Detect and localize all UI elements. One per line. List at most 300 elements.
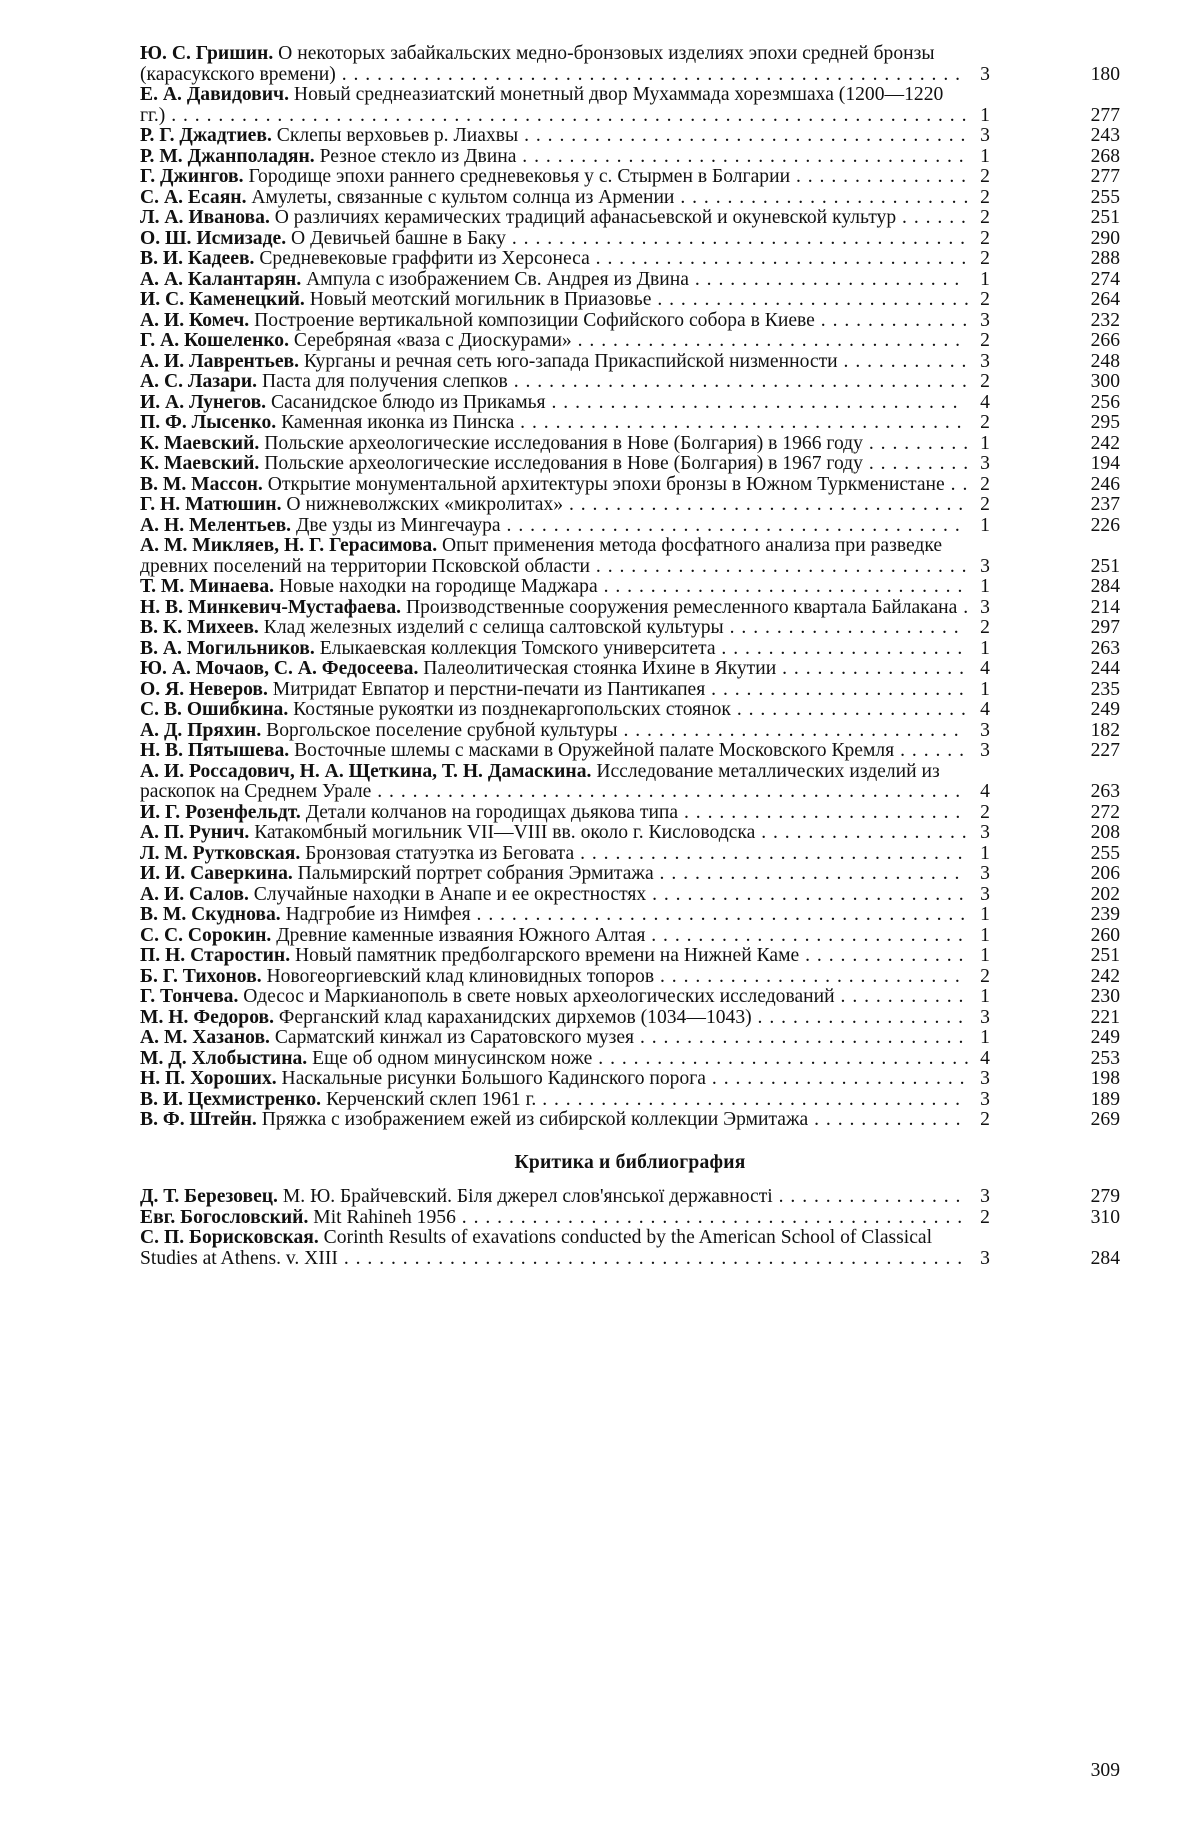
entry-author: К. Маевский. — [140, 454, 260, 474]
toc-entry — [140, 987, 1120, 1008]
entry-text — [140, 270, 970, 291]
entry-page: 251 — [1090, 945, 1120, 966]
entry-text — [140, 167, 970, 188]
entry-line — [140, 311, 970, 332]
entry-title: Новый среднеазиатский монетный двор Мухаммада хорезмшаха (1200—1220 гг.) — [140, 85, 944, 126]
entry-title: Исследование металлических изделий из раскопок на Среднем Урале — [140, 761, 940, 802]
toc-entry — [140, 126, 1120, 147]
entry-author: Г. Н. Матюшин. — [140, 495, 282, 515]
entry-title: Курганы и речная сеть юго-запада Прикаспийской низменности — [303, 351, 838, 372]
issue-number: 2 — [980, 371, 990, 392]
entry-title: Паста для получения слепков — [261, 372, 508, 392]
entry-page: 251 — [1090, 555, 1120, 577]
entry-page: 253 — [1090, 1047, 1120, 1069]
entry-page: 255 — [1090, 186, 1120, 208]
entry-text — [140, 1049, 970, 1070]
entry-page: 284 — [1090, 576, 1120, 597]
issue-number: 2 — [980, 289, 990, 310]
entry-title: Склепы верховьев р. Лиахвы — [276, 126, 519, 146]
issue-number: 3 — [980, 719, 990, 741]
entry-title: Бронзовая статуэтка из Беговата — [305, 843, 575, 864]
entry-text — [140, 536, 970, 577]
toc-entry — [140, 44, 1120, 85]
toc-entry — [140, 290, 1120, 311]
entry-author: Р. М. Джанполадян. — [140, 146, 315, 167]
entry-line — [140, 741, 970, 762]
toc-entry — [140, 946, 1120, 967]
toc-entry — [140, 864, 1120, 885]
entry-page: 279 — [1090, 1186, 1120, 1207]
toc-entry — [140, 639, 1120, 660]
entry-author: В. И. Кадеев. — [140, 249, 255, 269]
entry-line — [140, 762, 970, 803]
entry-title: Новый памятник предболгарского времени на Нижней Каме — [295, 946, 800, 966]
entry-title: Польские археологические исследования в Нове (Болгария) в 1966 году — [264, 433, 863, 454]
entry-page: 260 — [1090, 924, 1120, 946]
entry-text — [140, 700, 970, 721]
issue-number: 4 — [980, 1047, 990, 1069]
entry-title: Производственные сооружения ремесленного квартала Байлакана — [405, 597, 958, 618]
toc-entry — [140, 700, 1120, 721]
entry-title: Надгробие из Нимфея — [285, 905, 471, 925]
entry-text — [140, 393, 970, 414]
toc-entry — [140, 618, 1120, 639]
issue-number: 3 — [980, 350, 990, 372]
entry-page: 290 — [1090, 227, 1120, 249]
entry-page: 251 — [1090, 207, 1120, 228]
entry-title: Ферганский клад караханидских дирхемов (1034—1043) — [278, 1007, 752, 1028]
entry-title: Сарматский кинжал из Саратовского музея — [274, 1028, 635, 1048]
entry-line — [140, 44, 970, 85]
table-of-contents — [140, 44, 1120, 1269]
entry-text — [140, 823, 970, 844]
toc-entry — [140, 1090, 1120, 1111]
entry-line — [140, 659, 970, 680]
entry-line — [140, 700, 970, 721]
toc-entry — [140, 1069, 1120, 1090]
entry-text — [140, 905, 970, 926]
entry-author: И. Г. Розенфельдт. — [140, 802, 301, 823]
entry-author: С. В. Ошибкина. — [140, 700, 289, 720]
issue-number: 2 — [980, 186, 990, 208]
entry-author: А. И. Салов. — [140, 884, 249, 905]
issue-number: 2 — [980, 166, 990, 187]
toc-entry — [140, 311, 1120, 332]
toc-entry — [140, 475, 1120, 496]
toc-entry — [140, 823, 1120, 844]
toc-entry — [140, 331, 1120, 352]
entry-page: 239 — [1090, 904, 1120, 925]
entry-text — [140, 208, 970, 229]
entry-page: 272 — [1090, 801, 1120, 823]
entry-page: 208 — [1090, 822, 1120, 843]
entry-page: 269 — [1090, 1109, 1120, 1130]
entry-page: 232 — [1090, 309, 1120, 331]
toc-entry — [140, 885, 1120, 906]
entry-line — [140, 803, 970, 824]
issue-number: 3 — [980, 1006, 990, 1028]
entry-text — [140, 85, 970, 126]
entry-title: Клад железных изделий с селища салтовской культуры — [263, 618, 724, 638]
entry-page: 277 — [1090, 166, 1120, 187]
entry-title: Опыт применения метода фосфатного анализа при разведке древних поселений на территории Псковской области — [140, 536, 943, 577]
toc-entry — [140, 741, 1120, 762]
issue-number: 2 — [980, 801, 990, 823]
entry-author: В. Ф. Штейн. — [140, 1110, 257, 1130]
issue-number: 1 — [980, 514, 990, 536]
entry-author: Ю. А. Мочаов, С. А. Федосеева. — [140, 659, 419, 679]
entry-page: 255 — [1090, 842, 1120, 864]
entry-page: 297 — [1090, 617, 1120, 638]
issue-number: 3 — [980, 740, 990, 761]
issue-number: 1 — [980, 678, 990, 700]
issue-number: 2 — [980, 473, 990, 495]
entry-author: А. А. Калантарян. — [140, 269, 302, 290]
entry-line — [140, 270, 970, 291]
issue-number: 3 — [980, 1186, 990, 1207]
entry-author: Р. Г. Джадтиев. — [140, 126, 272, 146]
entry-author: В. И. Цехмистренко. — [140, 1089, 322, 1110]
entry-title: Сасанидское блюдо из Прикамья — [270, 392, 546, 413]
issue-number: 1 — [980, 637, 990, 659]
toc-entry — [140, 270, 1120, 291]
issue-number: 2 — [980, 1109, 990, 1130]
entry-author: Г. А. Кошеленко. — [140, 331, 289, 351]
entry-author: С. А. Есаян. — [140, 187, 247, 208]
issue-number: 2 — [980, 412, 990, 433]
entry-line — [140, 946, 970, 967]
issue-number: 1 — [980, 842, 990, 864]
entry-line — [140, 823, 970, 844]
entry-author: В. К. Михеев. — [140, 618, 259, 638]
entry-line — [140, 147, 970, 168]
entry-author: А. Н. Мелентьев. — [140, 515, 292, 536]
issue-number: 1 — [980, 432, 990, 454]
entry-line — [140, 926, 970, 947]
toc-entry — [140, 1110, 1120, 1131]
entry-title: Амулеты, связанные с культом солнца из Армении — [251, 187, 675, 208]
entry-text — [140, 516, 970, 537]
entry-title: Одесос и Маркианополь в свете новых археологических исследований — [243, 987, 835, 1007]
entry-text — [140, 577, 970, 598]
entry-text — [140, 1208, 970, 1229]
entry-author: С. С. Сорокин. — [140, 925, 272, 946]
entry-text — [140, 741, 970, 762]
toc-entry — [140, 454, 1120, 475]
entry-author: И. С. Каменецкий. — [140, 290, 305, 310]
entry-line — [140, 1090, 970, 1111]
toc-entry — [140, 393, 1120, 414]
entry-page: 227 — [1090, 740, 1120, 761]
entry-page: 198 — [1090, 1068, 1120, 1089]
entry-line — [140, 516, 970, 537]
entry-title: Открытие монументальной архитектуры эпохи бронзы в Южном Туркменистане — [267, 474, 945, 495]
page-number: 309 — [1090, 1760, 1120, 1781]
toc-entry — [140, 905, 1120, 926]
entry-author: А. М. Микляев, Н. Г. Герасимова. — [140, 536, 438, 556]
entry-author: И. И. Саверкина. — [140, 864, 293, 884]
entry-line — [140, 1049, 970, 1070]
toc-entry — [140, 249, 1120, 270]
entry-line — [140, 885, 970, 906]
toc-entry — [140, 495, 1120, 516]
entry-page: 263 — [1090, 781, 1120, 802]
entry-text — [140, 1090, 970, 1111]
entry-text — [140, 188, 970, 209]
entry-line — [140, 372, 970, 393]
entry-title: Случайные находки в Анапе и ее окрестностях — [253, 884, 647, 905]
entry-author: А. М. Хазанов. — [140, 1028, 270, 1048]
entry-text — [140, 147, 970, 168]
entry-author: Е. А. Давидович. — [140, 85, 290, 105]
issue-number: 2 — [980, 207, 990, 228]
issue-number: 3 — [980, 596, 990, 618]
entry-author: А. П. Рунич. — [140, 823, 250, 843]
entry-line — [140, 1028, 970, 1049]
entry-title: Две узды из Мингечаура — [295, 515, 501, 536]
toc-entry — [140, 762, 1120, 803]
entry-line — [140, 721, 970, 742]
issue-number: 1 — [980, 104, 990, 126]
entry-line — [140, 188, 970, 209]
toc-entry — [140, 1008, 1120, 1029]
entry-author: Д. Т. Березовец. — [140, 1187, 278, 1207]
entry-author: М. Д. Хлобыстина. — [140, 1048, 308, 1069]
entry-line — [140, 126, 970, 147]
entry-text — [140, 290, 970, 311]
entry-page: 194 — [1090, 453, 1120, 474]
entry-author: Т. М. Минаева. — [140, 577, 275, 597]
entry-text — [140, 1028, 970, 1049]
entry-page: 206 — [1090, 863, 1120, 884]
issue-number: 2 — [980, 1206, 990, 1228]
entry-line — [140, 475, 970, 496]
entry-line — [140, 208, 970, 229]
toc-entry — [140, 659, 1120, 680]
entry-page: 277 — [1090, 104, 1120, 126]
entry-text — [140, 864, 970, 885]
entry-title: О некоторых забайкальских медно-бронзовых изделиях эпохи средней бронзы (карасукского времени) — [140, 44, 935, 85]
entry-text — [140, 639, 970, 660]
issue-number: 1 — [980, 576, 990, 597]
entry-title: Наскальные рисунки Большого Кадинского порога — [281, 1069, 706, 1089]
entry-line — [140, 331, 970, 352]
entry-page: 244 — [1090, 658, 1120, 679]
toc-entry — [140, 536, 1120, 577]
issue-number: 3 — [980, 453, 990, 474]
entry-page: 266 — [1090, 330, 1120, 351]
entry-page: 221 — [1090, 1006, 1120, 1028]
entry-text — [140, 844, 970, 865]
entry-author: Б. Г. Тихонов. — [140, 966, 262, 987]
entry-page: 182 — [1090, 719, 1120, 741]
issue-number: 2 — [980, 494, 990, 515]
entry-author: Л. А. Иванова. — [140, 208, 270, 228]
issue-number: 4 — [980, 781, 990, 802]
issue-number: 2 — [980, 227, 990, 249]
entry-line — [140, 577, 970, 598]
entry-title: М. Ю. Брайчевский. Біля джерел слов'янської державності — [282, 1187, 773, 1207]
toc-entry — [140, 803, 1120, 824]
entry-page: 256 — [1090, 391, 1120, 413]
issue-number: 1 — [980, 945, 990, 966]
entry-author: О. Я. Неверов. — [140, 679, 268, 700]
toc-entry — [140, 208, 1120, 229]
entry-line — [140, 434, 970, 455]
entry-line — [140, 864, 970, 885]
entry-text — [140, 967, 970, 988]
toc-entry — [140, 844, 1120, 865]
entry-line — [140, 1008, 970, 1029]
entry-text — [140, 1110, 970, 1131]
entry-text — [140, 721, 970, 742]
entry-title: Керченский склеп 1961 г. — [325, 1089, 537, 1110]
entry-text — [140, 331, 970, 352]
entry-page: 300 — [1090, 371, 1120, 392]
entry-author: А. И. Лаврентьев. — [140, 351, 300, 372]
entry-title: Палеолитическая стоянка Ихине в Якутии — [423, 659, 777, 679]
entry-title: Средневековые граффити из Херсонеса — [259, 249, 590, 269]
issue-number: 4 — [980, 658, 990, 679]
entry-text — [140, 352, 970, 373]
entry-text — [140, 372, 970, 393]
toc-entry — [140, 434, 1120, 455]
entry-author: О. Ш. Исмизаде. — [140, 228, 287, 249]
entry-title: Городище эпохи раннего средневековья у с. Стырмен в Болгарии — [248, 167, 791, 187]
entry-text — [140, 311, 970, 332]
entry-line — [140, 1208, 970, 1229]
entry-author: А. И. Комеч. — [140, 310, 250, 331]
entry-page: 284 — [1090, 1247, 1120, 1269]
entry-title: Corinth Results of exavations conducted by the American School of Classical Studies at Athens. v. XIII — [140, 1228, 933, 1269]
entry-text — [140, 126, 970, 147]
entry-text — [140, 495, 970, 516]
entry-line — [140, 618, 970, 639]
entry-page: 226 — [1090, 514, 1120, 536]
entry-page: 235 — [1090, 678, 1120, 700]
entry-title: О нижневолжских «микролитах» — [286, 495, 564, 515]
entry-line — [140, 352, 970, 373]
entry-author: П. Ф. Лысенко. — [140, 413, 277, 433]
issue-number: 2 — [980, 617, 990, 638]
entry-page: 248 — [1090, 350, 1120, 372]
entry-line — [140, 536, 970, 577]
entry-line — [140, 393, 970, 414]
toc-entry — [140, 926, 1120, 947]
entry-line — [140, 290, 970, 311]
entry-line — [140, 495, 970, 516]
entry-page: 189 — [1090, 1088, 1120, 1110]
issue-number: 3 — [980, 125, 990, 146]
toc-entry — [140, 352, 1120, 373]
entry-line — [140, 844, 970, 865]
issue-number: 3 — [980, 555, 990, 577]
entry-title: Серебряная «ваза с Диоскурами» — [293, 331, 572, 351]
entry-title: Костяные рукоятки из позднекаргопольских стоянок — [293, 700, 731, 720]
entry-text — [140, 987, 970, 1008]
entry-text — [140, 475, 970, 496]
entry-author: А. Д. Пряхин. — [140, 720, 262, 741]
entry-title: Детали колчанов на городищах дьякова типа — [305, 802, 679, 823]
entry-line — [140, 85, 970, 126]
entry-title: Пряжка с изображением ежей из сибирской коллекции Эрмитажа — [261, 1110, 809, 1130]
entry-text — [140, 618, 970, 639]
entry-line — [140, 1187, 970, 1208]
issue-number: 1 — [980, 986, 990, 1007]
entry-title: Еще об одном минусинском ноже — [312, 1048, 593, 1069]
issue-number: 2 — [980, 248, 990, 269]
entry-text — [140, 659, 970, 680]
entry-text — [140, 885, 970, 906]
entry-page: 264 — [1090, 289, 1120, 310]
entry-text — [140, 762, 970, 803]
entry-title: Польские археологические исследования в Нове (Болгария) в 1967 году — [264, 454, 863, 474]
entry-line — [140, 1110, 970, 1131]
entry-page: 310 — [1090, 1206, 1120, 1228]
entry-author: В. А. Могильников. — [140, 638, 315, 659]
entry-author: А. С. Лазари. — [140, 372, 258, 392]
issue-number: 3 — [980, 822, 990, 843]
entry-text — [140, 434, 970, 455]
entry-title: Катакомбный могильник VII—VIII вв. около г. Кисловодска — [254, 823, 756, 843]
toc-entry — [140, 188, 1120, 209]
toc-entry — [140, 1049, 1120, 1070]
entry-page: 246 — [1090, 473, 1120, 495]
toc-entry — [140, 1208, 1120, 1229]
issue-number: 3 — [980, 863, 990, 884]
issue-number: 1 — [980, 145, 990, 167]
entry-author: А. И. Россадович, Н. А. Щеткина, Т. Н. Дамаскина. — [140, 761, 592, 782]
issue-number: 2 — [980, 965, 990, 987]
issue-number: 4 — [980, 699, 990, 720]
entry-line — [140, 1069, 970, 1090]
entry-author: Евг. Богословский. — [140, 1207, 309, 1228]
entry-title: Елыкаевская коллекция Томского университета — [319, 638, 716, 659]
toc-entry — [140, 721, 1120, 742]
toc-entry — [140, 1228, 1120, 1269]
entry-text — [140, 803, 970, 824]
entry-line — [140, 905, 970, 926]
entry-author: К. Маевский. — [140, 433, 260, 454]
entry-title: Резное стекло из Двина — [319, 146, 517, 167]
entry-page: 202 — [1090, 883, 1120, 905]
toc-entry — [140, 1028, 1120, 1049]
toc-entry — [140, 680, 1120, 701]
entry-line — [140, 249, 970, 270]
entry-title: Mit Rahineh 1956 — [313, 1207, 456, 1228]
entry-author: Г. Тончева. — [140, 987, 239, 1007]
issue-number: 3 — [980, 883, 990, 905]
entry-text — [140, 1187, 970, 1208]
entry-line — [140, 454, 970, 475]
toc-entry — [140, 372, 1120, 393]
entry-page: 242 — [1090, 432, 1120, 454]
toc-entry — [140, 147, 1120, 168]
issue-number: 1 — [980, 268, 990, 290]
issue-number: 3 — [980, 309, 990, 331]
toc-entry — [140, 516, 1120, 537]
toc-entry — [140, 577, 1120, 598]
entry-page: 230 — [1090, 986, 1120, 1007]
entry-author: В. М. Скуднова. — [140, 905, 281, 925]
entry-title: Новогеоргиевский клад клиновидных топоров — [266, 966, 655, 987]
entry-author: Н. В. Минкевич-Мустафаева. — [140, 597, 402, 618]
issue-number: 4 — [980, 391, 990, 413]
entry-page: 249 — [1090, 1027, 1120, 1048]
toc-entry — [140, 967, 1120, 988]
entry-page: 242 — [1090, 965, 1120, 987]
entry-line — [140, 1228, 970, 1269]
